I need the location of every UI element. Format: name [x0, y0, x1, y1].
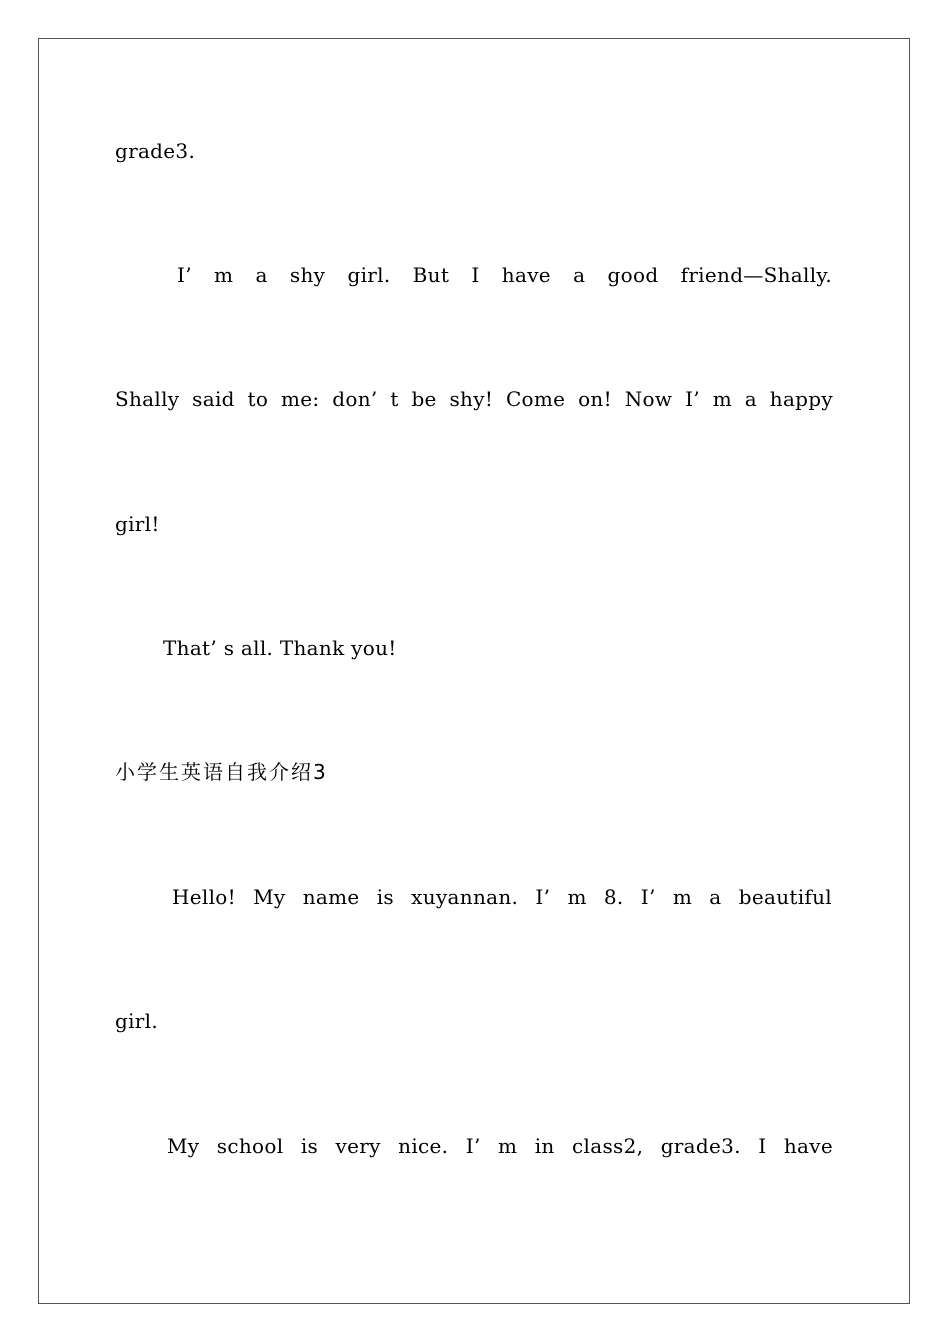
text-line-7: girl. [115, 1009, 159, 1033]
section-heading: 小学生英语自我介绍3 [115, 760, 328, 784]
text-line-4: girl! [115, 512, 160, 536]
text-line-8: My school is very nice. I’ m in class2, grade3. I have [167, 1134, 833, 1158]
page-border [38, 38, 910, 1304]
text-line-1: grade3. [115, 139, 196, 163]
text-line-6: Hello! My name is xuyannan. I’ m 8. I’ m a beautiful [172, 885, 832, 909]
text-line-2: I’ m a shy girl. But I have a good friend—Shally. [177, 263, 832, 287]
text-line-5: That’ s all. Thank you! [163, 636, 397, 660]
text-line-3: Shally said to me: don’ t be shy! Come on! Now I’ m a happy [115, 387, 833, 411]
